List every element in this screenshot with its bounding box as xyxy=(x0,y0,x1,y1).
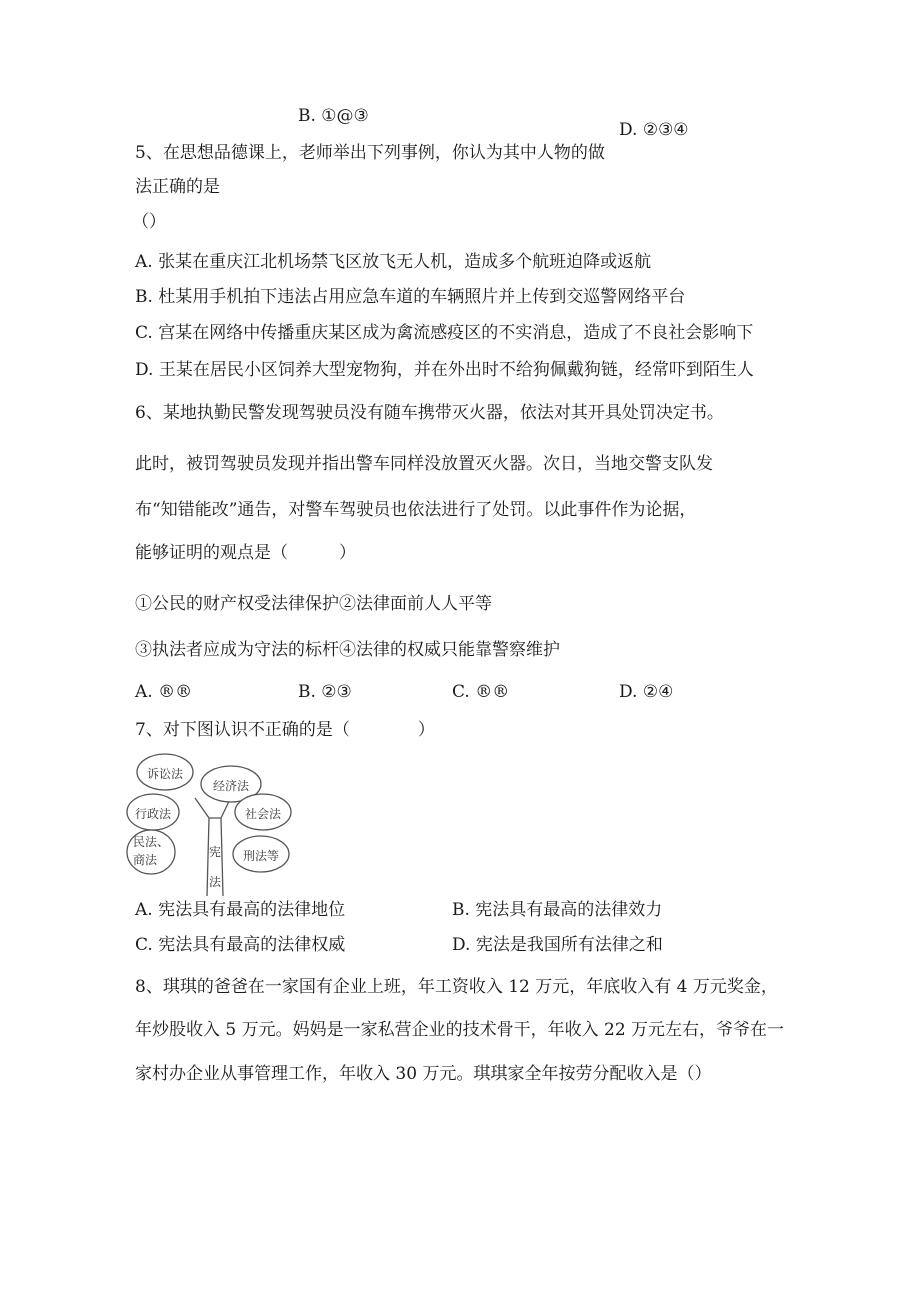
figure-label-fa: 法 xyxy=(209,875,222,889)
q6-option-a: A. ®® xyxy=(135,682,193,702)
q6-option-b: B. ②③ xyxy=(298,682,352,702)
law-tree-figure xyxy=(125,748,305,896)
q5-blank: （） xyxy=(132,212,166,232)
q7-option-b: B. 宪法具有最高的法律效力 xyxy=(452,900,663,920)
q6-line4: 能够证明的观点是（ ） xyxy=(135,543,356,563)
q7-option-d: D. 宪法是我国所有法律之和 xyxy=(452,935,663,955)
q6-option-c: C. ®® xyxy=(452,682,510,702)
q6-option-d: D. ②④ xyxy=(619,682,674,702)
q8-line2: 年炒股收入 5 万元。妈妈是一家私营企业的技术骨干，年收入 22 万元左右，爷爷在一 xyxy=(135,1020,785,1040)
q6-line2: 此时，被罚驾驶员发现并指出警车同样没放置灭火器。次日，当地交警支队发 xyxy=(135,454,713,474)
q5-option-c: C. 宫某在网络中传播重庆某区成为禽流感疫区的不实消息，造成了不良社会影响下 xyxy=(135,323,754,343)
prev-option-b: B. ①@③ xyxy=(298,106,369,126)
q7-option-a: A. 宪法具有最高的法律地位 xyxy=(135,900,346,920)
q5-option-a: A. 张某在重庆江北机场禁飞区放飞无人机，造成多个航班迫降或返航 xyxy=(135,252,652,272)
figure-label-xian: 宪 xyxy=(209,845,222,859)
prev-option-d: D. ②③④ xyxy=(619,120,689,140)
q6-statement-2: ③执法者应成为守法的标杆④法律的权威只能靠警察维护 xyxy=(135,640,560,660)
figure-label-litigation: 诉讼法 xyxy=(147,767,184,781)
q5-stem-line1: 5、在思想品德课上，老师举出下列事例，你认为其中人物的做 xyxy=(135,143,605,163)
q7-option-c: C. 宪法具有最高的法律权威 xyxy=(135,935,346,955)
q5-stem-line2: 法正确的是 xyxy=(135,177,220,197)
q8-line1: 8、琪琪的爸爸在一家国有企业上班，年工资收入 12 万元，年底收入有 4 万元奖金， xyxy=(135,977,778,997)
figure-label-commercial: 商法 xyxy=(133,853,158,867)
q5-option-b: B. 杜某用手机拍下违法占用应急车道的车辆照片并上传到交巡警网络平台 xyxy=(135,287,686,307)
q5-option-d: D. 王某在居民小区饲养大型宠物狗，并在外出时不给狗佩戴狗链，经常吓到陌生人 xyxy=(135,360,754,380)
figure-label-social: 社会法 xyxy=(245,807,282,821)
q7-stem: 7、对下图认识不正确的是（ ） xyxy=(135,720,435,740)
figure-label-civil: 民法、 xyxy=(133,835,170,849)
q6-line3: 布“知错能改”通告，对警车驾驶员也依法进行了处罚。以此事件作为论据， xyxy=(135,500,697,520)
q6-statement-1: ①公民的财产权受法律保护②法律面前人人平等 xyxy=(135,594,492,614)
q6-line1: 6、某地执勤民警发现驾驶员没有随车携带灭火器，依法对其开具处罚决定书。 xyxy=(135,403,724,423)
figure-label-economic: 经济法 xyxy=(213,779,250,793)
q8-line3: 家村办企业从事管理工作，年收入 30 万元。琪琪家全年按劳分配收入是（） xyxy=(135,1064,712,1084)
figure-label-criminal: 刑法等 xyxy=(243,849,280,863)
figure-label-administrative: 行政法 xyxy=(135,807,172,821)
